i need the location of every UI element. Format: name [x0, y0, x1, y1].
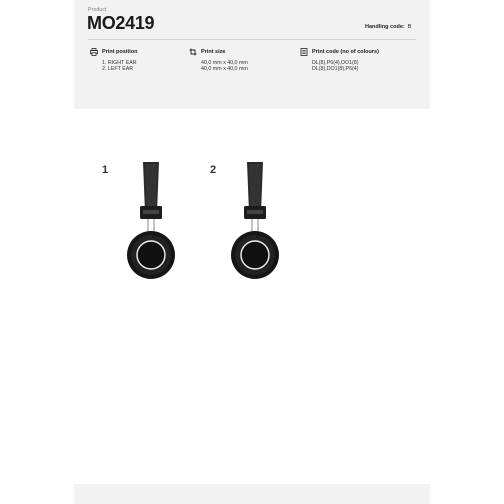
print-position-line-1: 1. RIGHT EAR [102, 60, 137, 66]
print-code-line-1: DL(8),P6(4),DO1(8) [312, 60, 359, 66]
print-size-title: Print size [201, 49, 226, 55]
header-divider [88, 39, 416, 40]
footer-panel [74, 484, 430, 504]
handling-code [365, 24, 411, 30]
product-header-panel [74, 0, 430, 109]
document-icon [300, 48, 308, 56]
print-position-column [90, 48, 137, 73]
product-label: Product [88, 7, 107, 13]
print-position-line-2: 2. LEFT EAR [102, 66, 134, 73]
printer-icon [90, 48, 98, 56]
item-number-2: 2 [210, 164, 217, 176]
handling-code-value: B [407, 24, 412, 30]
print-size-line-2: 40,0 mm x 40,0 mm [201, 66, 248, 73]
crop-icon [189, 48, 197, 56]
print-position-title: Print position [102, 49, 138, 55]
handling-code-label: Handling code: [365, 24, 405, 30]
print-code-line-2: DL(8),DO1(8),P6(4) [312, 66, 359, 73]
headphone-image-1 [126, 160, 182, 285]
print-size-column [189, 48, 248, 73]
print-code-title: Print code (no of colours) [312, 49, 379, 55]
print-size-line-1: 40,0 mm x 40,0 mm [201, 60, 248, 66]
product-code: MO2419 [87, 13, 155, 33]
item-number-1: 1 [102, 164, 109, 176]
print-code-column [300, 48, 379, 73]
headphone-image-2 [230, 160, 286, 285]
